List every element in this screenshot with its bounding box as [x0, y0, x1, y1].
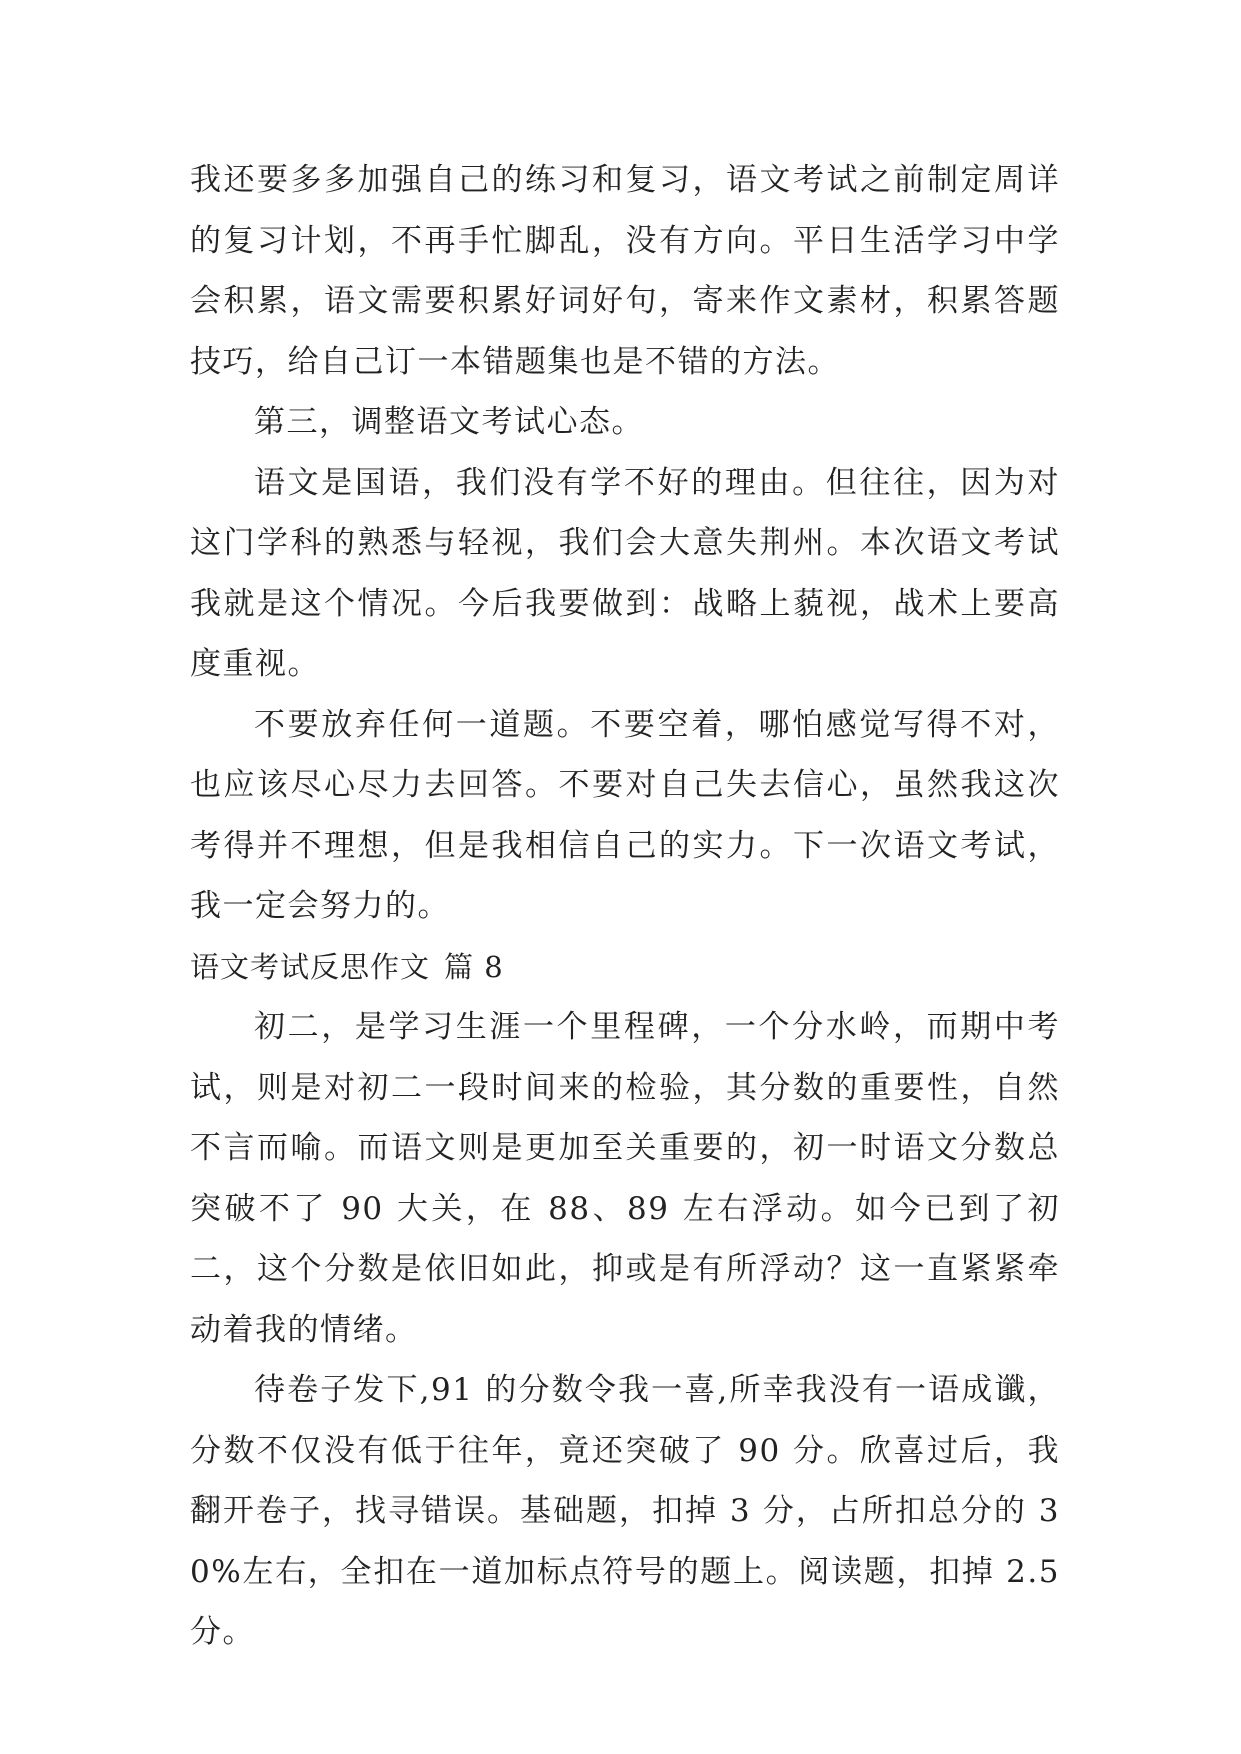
paragraph-grade-two: 初二，是学习生涯一个里程碑，一个分水岭，而期中考试，则是对初二一段时间来的检验，其分数的重要性，自然不言而喻。而语文则是更加至关重要的，初一时语文分数总突破不了 90 大关，在 88、89 左右浮动。如今已到了初二，这个分数是依旧如此，抑或是有所浮动？这一直紧紧牵动着我的情绪。: [190, 1009, 1060, 1348]
paragraph-point-three: 第三，调整语文考试心态。: [254, 404, 644, 440]
paragraph-dont-give-up: 不要放弃任何一道题。不要空着，哪怕感觉写得不对，也应该尽心尽力去回答。不要对自己失去信心，虽然我这次考得并不理想，但是我相信自己的实力。下一次语文考试，我一定会努力的。: [190, 706, 1060, 924]
paragraph-native-language: 语文是国语，我们没有学不好的理由。但往往，因为对这门学科的熟悉与轻视，我们会大意失荆州。本次语文考试我就是这个情况。今后我要做到：战略上藐视，战术上要高度重视。: [190, 464, 1060, 682]
section-heading: [190, 937, 1060, 998]
document-body: [190, 150, 1060, 1663]
paragraph-study-plan: 我还要多多加强自己的练习和复习，语文考试之前制定周详的复习计划，不再手忙脚乱，没有方向。平日生活学习中学会积累，语文需要积累好词好句，寄来作文素材，积累答题技巧，给自己订一本错题集也是不错的方法。: [190, 162, 1060, 380]
paragraph-exam-result: 待卷子发下,91 的分数令我一喜,所幸我没有一语成谶，分数不仅没有低于往年，竟还突破了 90 分。欣喜过后，我翻开卷子，找寻错误。基础题，扣掉 3 分，占所扣总分的 30%左右，全扣在一道加标点符号的题上。阅读题，扣掉 2.5 分。: [190, 1372, 1060, 1650]
section-title: 语文考试反思作文: [190, 949, 431, 984]
section-number: 篇 8: [444, 949, 504, 984]
